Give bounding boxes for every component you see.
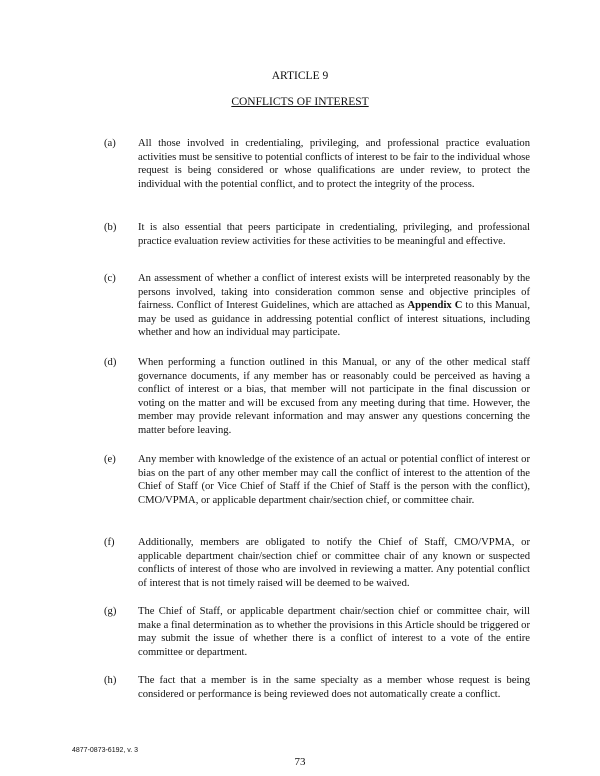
appendix-reference: Appendix C xyxy=(407,300,463,312)
paragraph-b xyxy=(104,221,530,248)
paragraph-h xyxy=(104,674,530,701)
page-number: 73 xyxy=(294,756,306,768)
paragraph-label: (h) xyxy=(104,675,117,686)
paragraph-text: An assessment of whether a conflict of interest exists will be interpreted reasonably by the persons involved, taking into consideration common sense and objective principles of fairness. Conflict of Interest Guidelines, which are attached as Appendix C to this Manual, may be used as guidance in addressing potential conflict of interest situations, including whether and how an individual may participate. xyxy=(138,273,530,339)
paragraph-text: When performing a function outlined in this Manual, or any of the other medical staff governance documents, if any member has or reasonably could be perceived as having a conflict of interest or a bias, that member will not participate in the final discussion or voting on the matter and will be excused from any meeting during that time. However, the member may provide relevant information and may answer any questions concerning the matter before leaving. xyxy=(138,357,530,436)
paragraph-d xyxy=(104,356,530,438)
paragraph-f xyxy=(104,536,530,590)
section-title: CONFLICTS OF INTEREST xyxy=(231,96,369,108)
paragraph-a xyxy=(104,137,530,191)
paragraph-label: (c) xyxy=(104,273,116,284)
paragraph-label: (b) xyxy=(104,222,117,233)
article-heading: ARTICLE 9 xyxy=(271,70,329,82)
paragraph-text: Any member with knowledge of the existence of an actual or potential conflict of interest or bias on the part of any other member may call the conflict of interest to the attention of the Chief of Staff (or Vice Chief of Staff if the Chief of Staff is the person with the conflict), CMO/VPMA, or applicable department chair/section chief, or committee chair. xyxy=(138,454,530,506)
paragraph-label: (d) xyxy=(104,357,117,368)
paragraph-label: (g) xyxy=(104,606,117,617)
paragraph-label: (f) xyxy=(104,537,115,548)
paragraph-text: The Chief of Staff, or applicable department chair/section chief or committee chair, will make a final determination as to whether the provisions in this Article should be triggered or may submit the issue of whether there is a conflict of interest to a vote of the entire committee or department. xyxy=(138,606,530,658)
paragraph-text: All those involved in credentialing, privileging, and professional practice evaluation activities must be sensitive to potential conflicts of interest to be fair to the individual whose request is being considered or whose qualifications are under review, to protect the individual with the potential conflict, and to protect the integrity of the process. xyxy=(138,138,530,190)
paragraph-label: (a) xyxy=(104,138,116,149)
paragraph-text: Additionally, members are obligated to notify the Chief of Staff, CMO/VPMA, or applicable department chair/section chief or committee chair of any known or suspected conflicts of interest of those who are involved in reviewing a matter. Any potential conflict of interest that is not timely raised will be deemed to be waived. xyxy=(138,537,530,589)
paragraph-c xyxy=(104,272,530,340)
paragraph-text: The fact that a member is in the same specialty as a member whose request is being considered or performance is being reviewed does not automatically create a conflict. xyxy=(138,675,530,700)
paragraph-e xyxy=(104,453,530,507)
paragraph-label: (e) xyxy=(104,454,116,465)
paragraph-g xyxy=(104,605,530,659)
paragraph-text: It is also essential that peers participate in credentialing, privileging, and professional practice evaluation review activities for these activities to be meaningful and effective. xyxy=(138,222,530,247)
document-id: 4877-0873-6192, v. 3 xyxy=(72,747,139,754)
